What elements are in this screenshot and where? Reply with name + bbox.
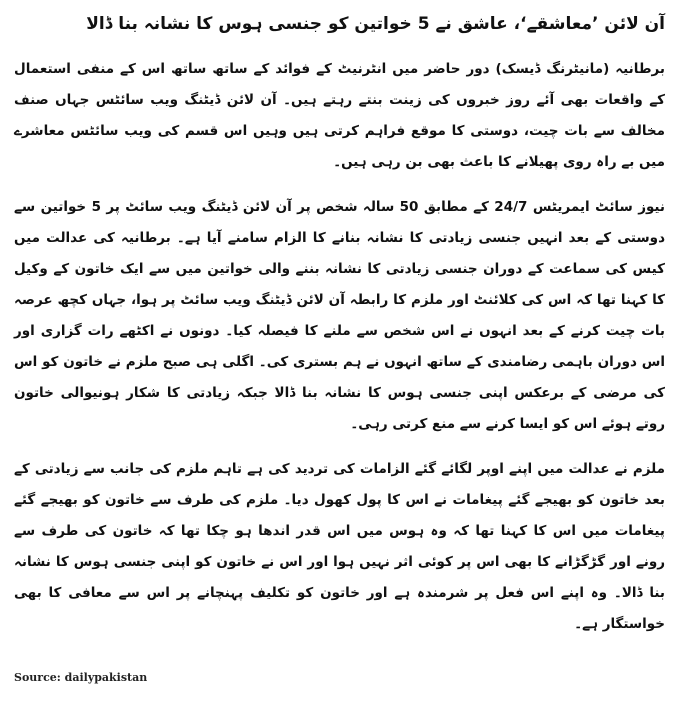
article-paragraph-1: برطانیہ (مانیٹرنگ ڈیسک) دور حاضر میں انٹرنیٹ کے فوائد کے ساتھ ساتھ اس کے منفی استعمال کے واقعات بھی آئے روز خبروں کی زینت بنتے رہتے ہیں۔ آن لائن ڈیٹنگ ویب سائٹس جہاں صنف مخالف سے بات چیت، دوستی کا موقع فراہم کرتی ہیں وہیں اس قسم کی ویب سائٹس معاشرے میں بے راہ روی پھیلانے کا باعث بھی بن رہی ہیں۔: [14, 61, 665, 170]
article-paragraph-3: ملزم نے عدالت میں اپنے اوپر لگائے گئے الزامات کی تردید کی ہے تاہم ملزم کی جانب سے زیادتی کے بعد خاتون کو بھیجے گئے پیغامات نے اس کا پول کھول دیا۔ ملزم کی طرف سے خاتون کو بھیجے گئے پیغامات میں اس کا کہنا تھا کہ وہ ہوس میں اس قدر اندھا ہو چکا تھا کہ خاتون کی طرف سے رونے اور گڑگڑانے کا بھی اس پر کوئی اثر نہیں ہوا اور اس نے خاتون کو اپنی جنسی ہوس کا نشانہ بنا ڈالا۔ وہ اپنے اس فعل پر شرمندہ ہے اور خاتون کو تکلیف پہنچانے پر اس سے معافی کا بھی خواستگار ہے۔: [14, 461, 665, 632]
article-paragraph-2: نیوز سائٹ ایمریٹس 24/7 کے مطابق 50 سالہ شخص پر آن لائن ڈیٹنگ ویب سائٹ پر 5 خواتین سے دوستی کے بعد انہیں جنسی زیادتی کا نشانہ بنانے کا الزام سامنے آیا ہے۔ برطانیہ کی عدالت میں کیس کی سماعت کے دوران جنسی زیادتی کا نشانہ بننے والی خواتین میں سے ایک خاتون کے وکیل کا کہنا تھا کہ اس کی کلائنٹ اور ملزم کا رابطہ آن لائن ڈیٹنگ ویب سائٹ پر ہوا، جہاں کچھ عرصہ بات چیت کرنے کے بعد انہوں نے اس شخص سے ملنے کا فیصلہ کیا۔ دونوں نے اکٹھے رات گزاری اور اس دوران باہمی رضامندی کے ساتھ انہوں نے ہم بستری کی۔ اگلی ہی صبح ملزم نے خاتون کو اس کی مرضی کے برعکس اپنی جنسی ہوس کا نشانہ بنا ڈالا جبکہ زیادتی کا شکار ہونیوالی خاتون روتے ہوئے اس کو ایسا کرنے سے منع کرتی رہی۔: [14, 199, 666, 432]
source-credit: Source: dailypakistan: [14, 671, 148, 684]
article-headline: آن لائن ’معاشقے‘، عاشق نے 5 خواتین کو جنسی ہوس کا نشانہ بنا ڈالا: [86, 14, 665, 34]
